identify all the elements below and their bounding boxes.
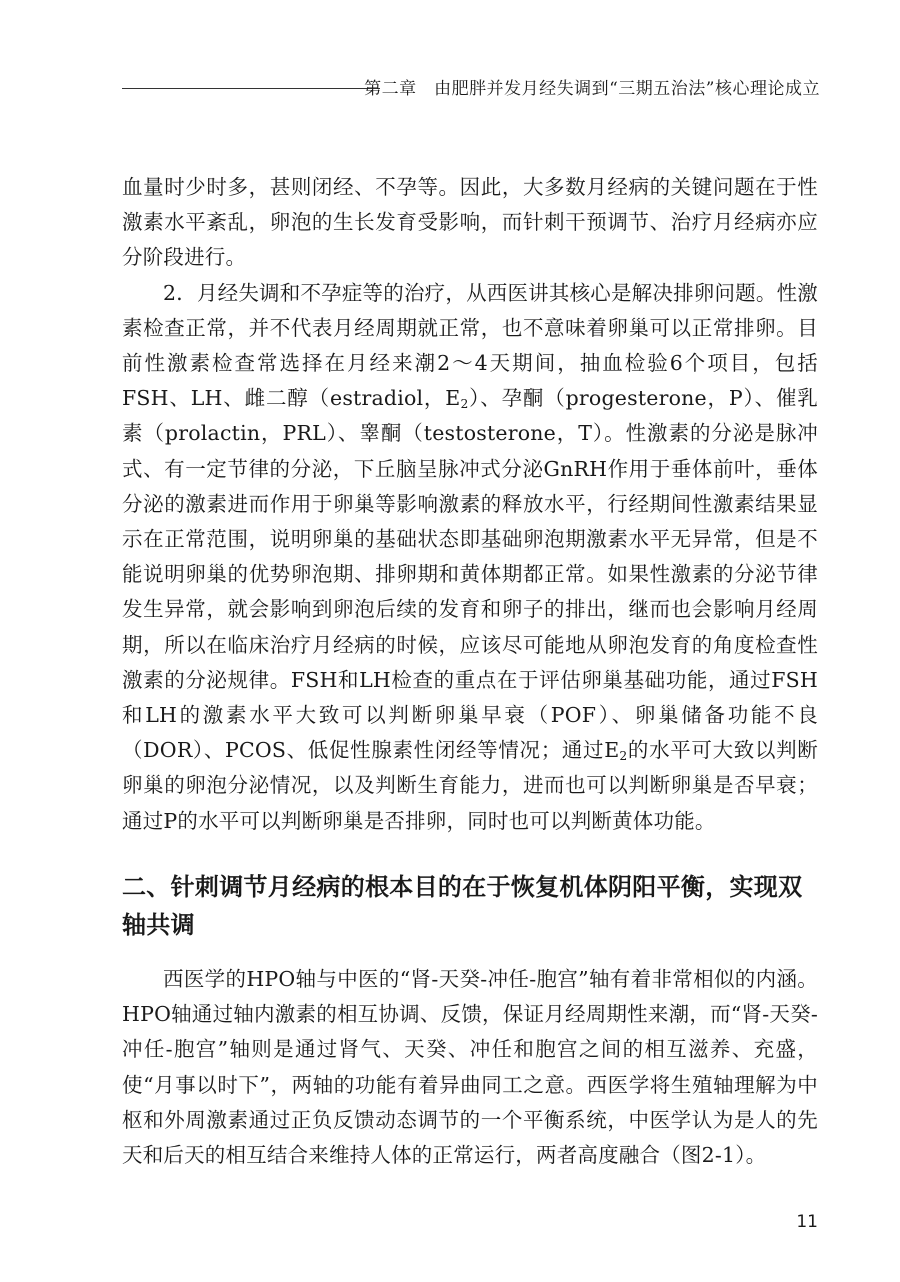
page-header [122,68,820,102]
paragraph-continuation: 血量时少时多，甚则闭经、不孕等。因此，大多数月经病的关键问题在于性激素水平紊乱，卵泡的生长发育受影响，而针刺干预调节、治疗月经病亦应分阶段进行。 [122,175,818,270]
text-segment: ）、孕酮（progesterone，P）、催乳素（prolactin，PRL）、睾酮（testosterone，T）。性激素的分泌是脉冲式、有一定节律的分泌，下丘脑呈脉冲式分泌GnRH作用于垂体前叶，垂体分泌的激素进而作用于卵巢等影响激素的释放水平，行经期间性激素结果显示在正常范围，说明卵巢的基础状态即基础卵泡期激素水平无异常，但是不能说明卵巢的优势卵泡期、排卵期和黄体期都正常。如果性激素的分泌节律发生异常，就会影响到卵泡后续的发育和卵子的排出，继而也会影响月经周期，所以在临床治疗月经病的时候，应该尽可能地从卵泡发育的角度检查性激素的分泌规律。FSH和LH检查的重点在于评估卵巢基础功能，通过FSH和LH的激素水平大致可以判断卵巢早衰（POF）、卵巢储备功能不良（DOR）、PCOS、低促性腺素性闭经等情况；通过E [122,386,819,763]
paragraph-hormone-testing [122,276,818,839]
text-segment: 的水平可大致以判断卵巢的卵泡分泌情况，以及判断生育能力，进而也可以判断卵巢是否早衰；通过P的水平可以判断卵巢是否排卵，同时也可以判断黄体功能。 [122,738,818,833]
paragraph-hpo-axis: 西医学的HPO轴与中医的“肾-天癸-冲任-胞宫”轴有着非常相似的内涵。HPO轴通过轴内激素的相互协调、反馈，保证月经周期性来潮，而“肾-天癸-冲任-胞宫”轴则是通过肾气、天癸、冲任和胞宫之间的相互滋养、充盛，使“月事以时下”，两轴的功能有着异曲同工之意。西医学将生殖轴理解为中枢和外周激素通过正负反馈动态调节的一个平衡系统，中医学认为是人的先天和后天的相互结合来维持人体的正常运行，两者高度融合（图2-1）。 [122,967,818,1168]
subscript: 2 [460,397,469,412]
running-title: 第二章 由肥胖并发月经失调到“三期五治法”核心理论成立 [364,79,820,99]
page-number: 11 [796,1212,818,1232]
body-text-upper [122,170,818,839]
text-segment: 2．月经失调和不孕症等的治疗，从西医讲其核心是解决排卵问题。性激素检查正常，并不代表月经周期就正常，也不意味着卵巢可以正常排卵。目前性激素检查常选择在月经来潮2～4天期间，抽血检验6个项目，包括FSH、LH、雌二醇（estradiol，E [122,280,818,411]
body-text-lower [122,962,818,1173]
header-rule [122,88,380,89]
subscript: 2 [619,749,628,764]
section-heading: 二、针刺调节月经病的根本目的在于恢复机体阴阳平衡，实现双轴共调 [122,873,803,939]
